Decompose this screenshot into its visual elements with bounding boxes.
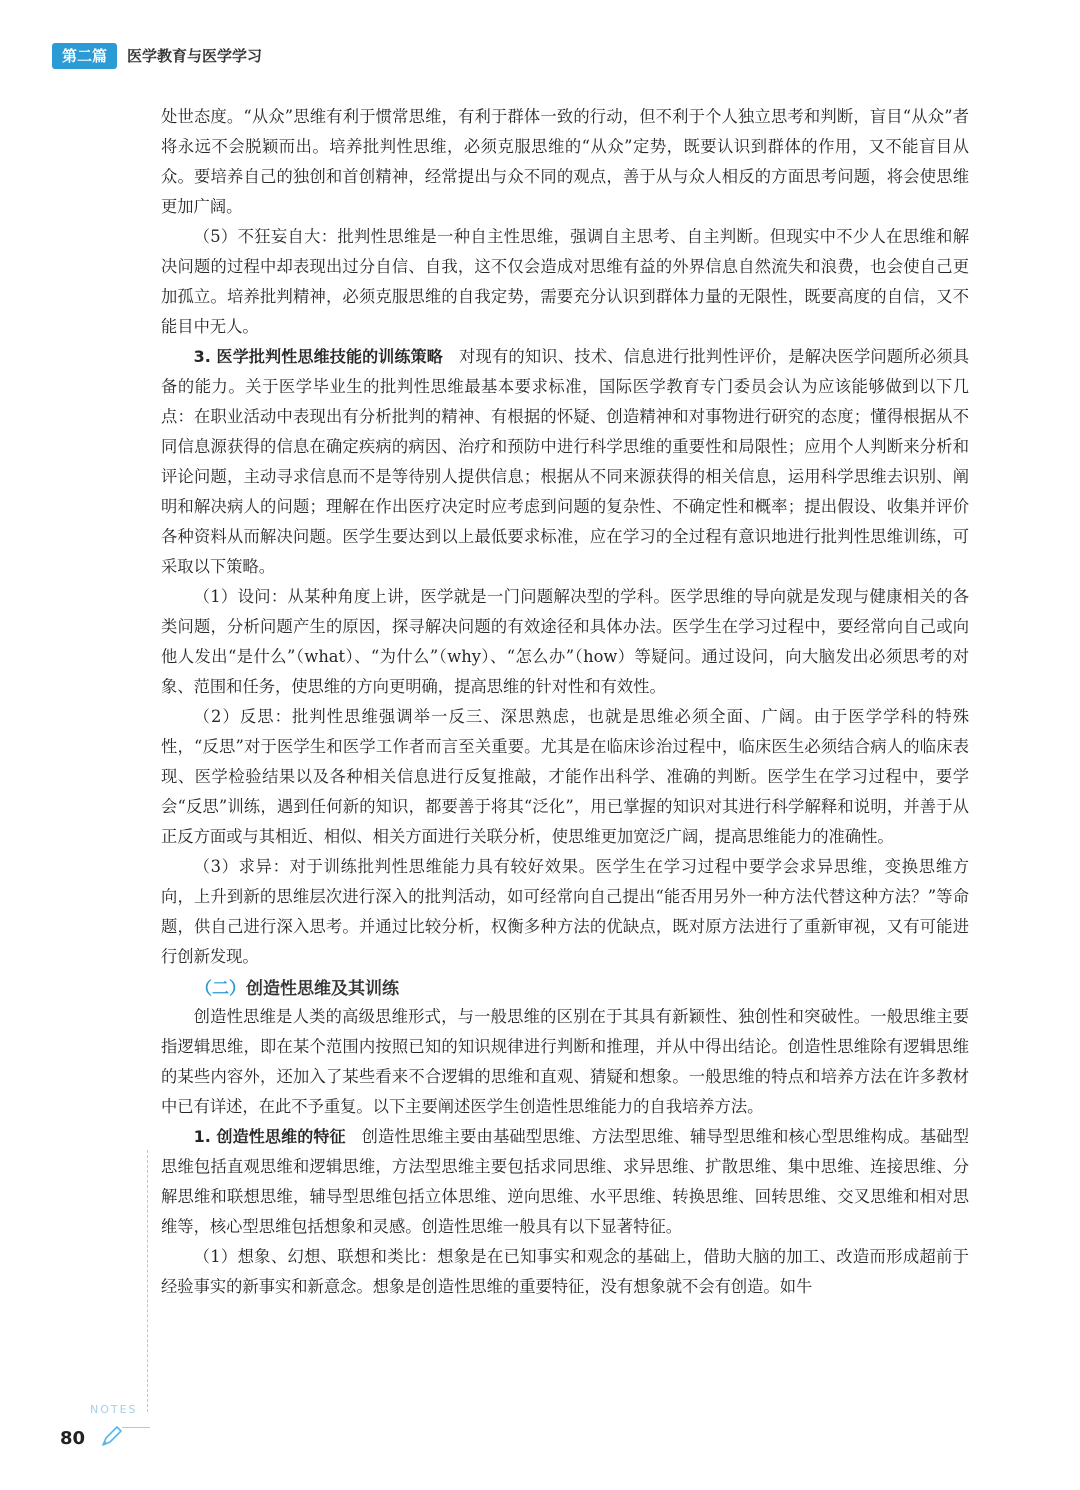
paragraph: （1）设问：从某种角度上讲，医学就是一门问题解决型的学科。医学思维的导向就是发现与健康相关的各类问题，分析问题产生的原因，探寻解决问题的有效途径和具体办法。医学生在学习过程中，要经常向自己或向他人发出“是什么”（what）、“为什么”（why）、“怎么办”（how）等疑问。通过设问，向大脑发出必须思考的对象、范围和任务，使思维的方向更明确，提高思维的针对性和有效性。: [161, 587, 969, 696]
paragraph: （3）求异：对于训练批判性思维能力具有较好效果。医学生在学习过程中要学会求异思维，变换思维方向，上升到新的思维层次进行深入的批判活动，如可经常向自己提出“能否用另外一种方法代替这种方法？”等命题，供自己进行深入思考。并通过比较分析，权衡多种方法的优缺点，既对原方法进行了重新审视，又有可能进行创新发现。: [161, 857, 969, 966]
paragraph: （2）反思：批判性思维强调举一反三、深思熟虑，也就是思维必须全面、广阔。由于医学学科的特殊性，“反思”对于医学生和医学工作者而言至关重要。尤其是在临床诊治过程中，临床医生必须结合病人的临床表现、医学检验结果以及各种相关信息进行反复推敲，才能作出科学、准确的判断。医学生在学习过程中，要学会“反思”训练，遇到任何新的知识，都要善于将其“泛化”，用已掌握的知识对其进行科学解释和说明，并善于从正反方面或与其相近、相似、相关方面进行关联分析，使思维更加宽泛广阔，提高思维能力的准确性。: [161, 707, 969, 846]
paragraph: [161, 342, 969, 582]
footer-rule: [122, 1427, 150, 1428]
section-title: 创造性思维及其训练: [246, 979, 399, 999]
paragraph: [161, 1122, 969, 1242]
subheading: 3. 医学批判性思维技能的训练策略: [193, 347, 443, 366]
body-text: [161, 102, 969, 1302]
paragraph-body: 创造性思维主要由基础型思维、方法型思维、辅导型思维和核心型思维构成。基础型思维包括直观思维和逻辑思维，方法型思维主要包括求同思维、求异思维、扩散思维、集中思维、连接思维、分解思维和联想思维，辅导型思维包括立体思维、逆向思维、水平思维、转换思维、回转思维、交叉思维和相对思维等，核心型思维包括想象和灵感。创造性思维一般具有以下显著特征。: [161, 1127, 969, 1236]
subheading: 1. 创造性思维的特征: [193, 1127, 346, 1146]
paragraph: （1）想象、幻想、联想和类比：想象是在已知事实和观念的基础上，借助大脑的加工、改造而形成超前于经验事实的新事实和新意念。想象是创造性思维的重要特征，没有想象就不会有创造。如牛: [161, 1247, 969, 1296]
paragraph-body: 对现有的知识、技术、信息进行批判性评价，是解决医学问题所必须具备的能力。关于医学毕业生的批判性思维最基本要求标准，国际医学教育专门委员会认为应该能够做到以下几点：在职业活动中表现出有分析批判的精神、有根据的怀疑、创造精神和对事物进行研究的态度；懂得根据从不同信息源获得的信息在确定疾病的病因、治疗和预防中进行科学思维的重要性和局限性；应用个人判断来分析和评论问题，主动寻求信息而不是等待别人提供信息；根据从不同来源获得的相关信息，运用科学思维去识别、阐明和解决病人的问题；理解在作出医疗决定时应考虑到问题的复杂性、不确定性和概率；提出假设、收集并评价各种资料从而解决问题。医学生要达到以上最低要求标准，应在学习的全过程有意识地进行批判性思维训练，可采取以下策略。: [161, 347, 969, 576]
page-number: 80: [60, 1428, 86, 1449]
running-header: [52, 42, 262, 70]
notes-label: NOTES: [90, 1403, 138, 1416]
part-title: 医学教育与医学学习: [127, 47, 263, 65]
section-heading: [195, 974, 969, 1004]
section-number: （二）: [195, 979, 246, 999]
paragraph: 创造性思维是人类的高级思维形式，与一般思维的区别在于其具有新颖性、独创性和突破性。一般思维主要指逻辑思维，即在某个范围内按照已知的知识规律进行判断和推理，并从中得出结论。创造性思维除有逻辑思维的某些内容外，还加入了某些看来不合逻辑的思维和直观、猜疑和想象。一般思维的特点和培养方法在许多教材中已有详述，在此不予重复。以下主要阐述医学生创造性思维能力的自我培养方法。: [161, 1007, 969, 1116]
paragraph: 处世态度。“从众”思维有利于惯常思维，有利于群体一致的行动，但不利于个人独立思考和判断，盲目“从众”者将永远不会脱颖而出。培养批判性思维，必须克服思维的“从众”定势，既要认识到群体的作用，又不能盲目从众。要培养自己的独创和首创精神，经常提出与众不同的观点，善于从与众人相反的方面思考问题，将会使思维更加广阔。: [161, 107, 969, 216]
notes-margin-line: [147, 1150, 148, 1412]
part-badge: 第二篇: [52, 43, 117, 69]
pencil-icon: [98, 1424, 124, 1450]
paragraph: （5）不狂妄自大：批判性思维是一种自主性思维，强调自主思考、自主判断。但现实中不少人在思维和解决问题的过程中却表现出过分自信、自我，这不仅会造成对思维有益的外界信息自然流失和浪费，也会使自己更加孤立。培养批判精神，必须克服思维的自我定势，需要充分认识到群体力量的无限性，既要高度的自信，又不能目中无人。: [161, 227, 969, 336]
